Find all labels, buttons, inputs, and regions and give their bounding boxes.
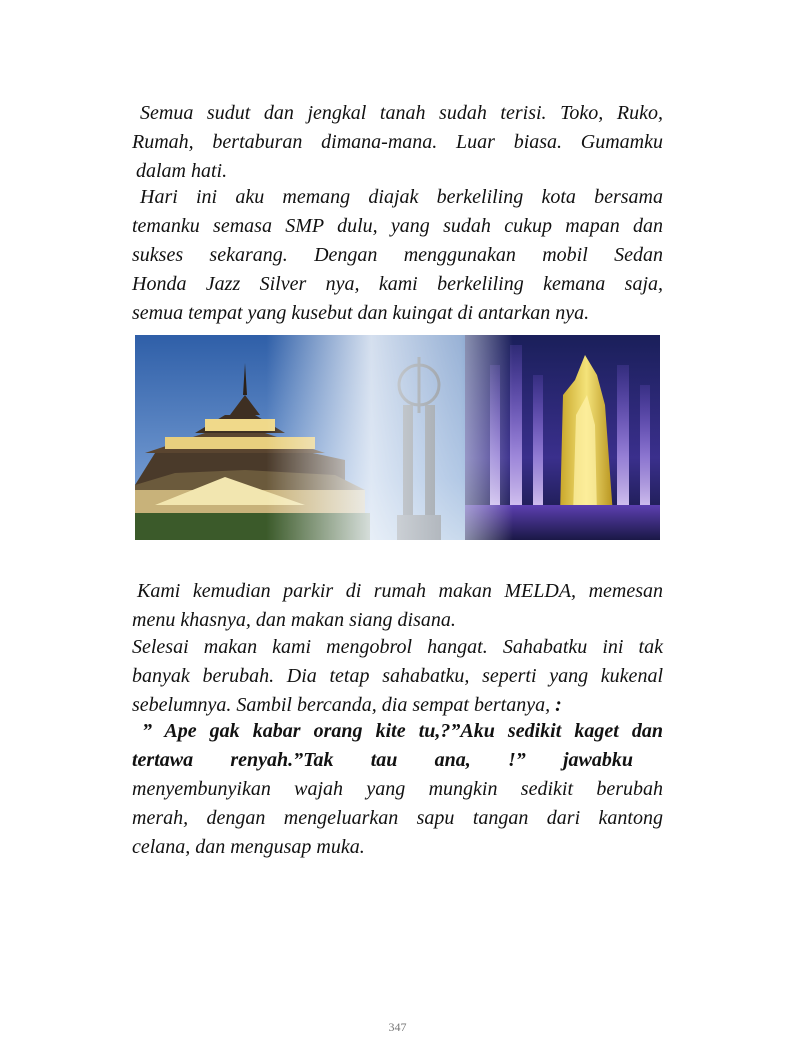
text-line: Semua sudut dan jengkal tanah sudah terisi. Toko, Ruko,	[140, 102, 663, 124]
text-line: semua tempat yang kusebut dan kuingat di antarkan nya.	[132, 302, 590, 324]
paragraph-2	[132, 183, 663, 328]
page-number: 347	[388, 1020, 407, 1034]
paragraph-3	[132, 577, 663, 635]
colon-mark: :	[555, 694, 562, 716]
text-line: celana, dan mengusap muka.	[132, 836, 365, 858]
text-line: Honda Jazz Silver nya, kami berkeliling kemana saja,	[132, 273, 663, 295]
text-line: Selesai makan kami mengobrol hangat. Sahabatku ini tak	[132, 636, 663, 658]
photo-illustration	[135, 335, 660, 540]
text-line: Rumah, bertaburan dimana-mana. Luar biasa. Gumamku	[132, 131, 663, 153]
text-line: sukses sekarang. Dengan menggunakan mobil Sedan	[132, 244, 663, 266]
dialogue-line: tertawa renyah.”Tak tau ana, !” jawabku	[132, 749, 633, 771]
paragraph-5	[132, 717, 663, 862]
text-line: merah, dengan mengeluarkan sapu tangan dari kantong	[132, 807, 663, 829]
dialogue-line: ” Ape gak kabar orang kite tu,?”Aku sedikit kaget dan	[142, 720, 663, 742]
text-line	[132, 691, 663, 720]
text-line: temanku semasa SMP dulu, yang sudah cukup mapan dan	[132, 215, 663, 237]
text-line: Hari ini aku memang diajak berkeliling kota bersama	[140, 186, 663, 208]
text-line: menyembunyikan wajah yang mungkin sedikit berubah	[132, 778, 663, 800]
paragraph-4	[132, 633, 663, 720]
text-line: Kami kemudian parkir di rumah makan MELDA, memesan	[137, 580, 663, 602]
text-line: dalam hati.	[136, 160, 228, 182]
text-segment: sebelumnya. Sambil bercanda, dia sempat bertanya,	[132, 694, 551, 716]
text-line: banyak berubah. Dia tetap sahabatku, seperti yang kukenal	[132, 665, 663, 687]
paragraph-1	[132, 99, 663, 186]
text-line: menu khasnya, dan makan siang disana.	[132, 609, 456, 631]
city-landmarks-photo	[135, 335, 660, 540]
